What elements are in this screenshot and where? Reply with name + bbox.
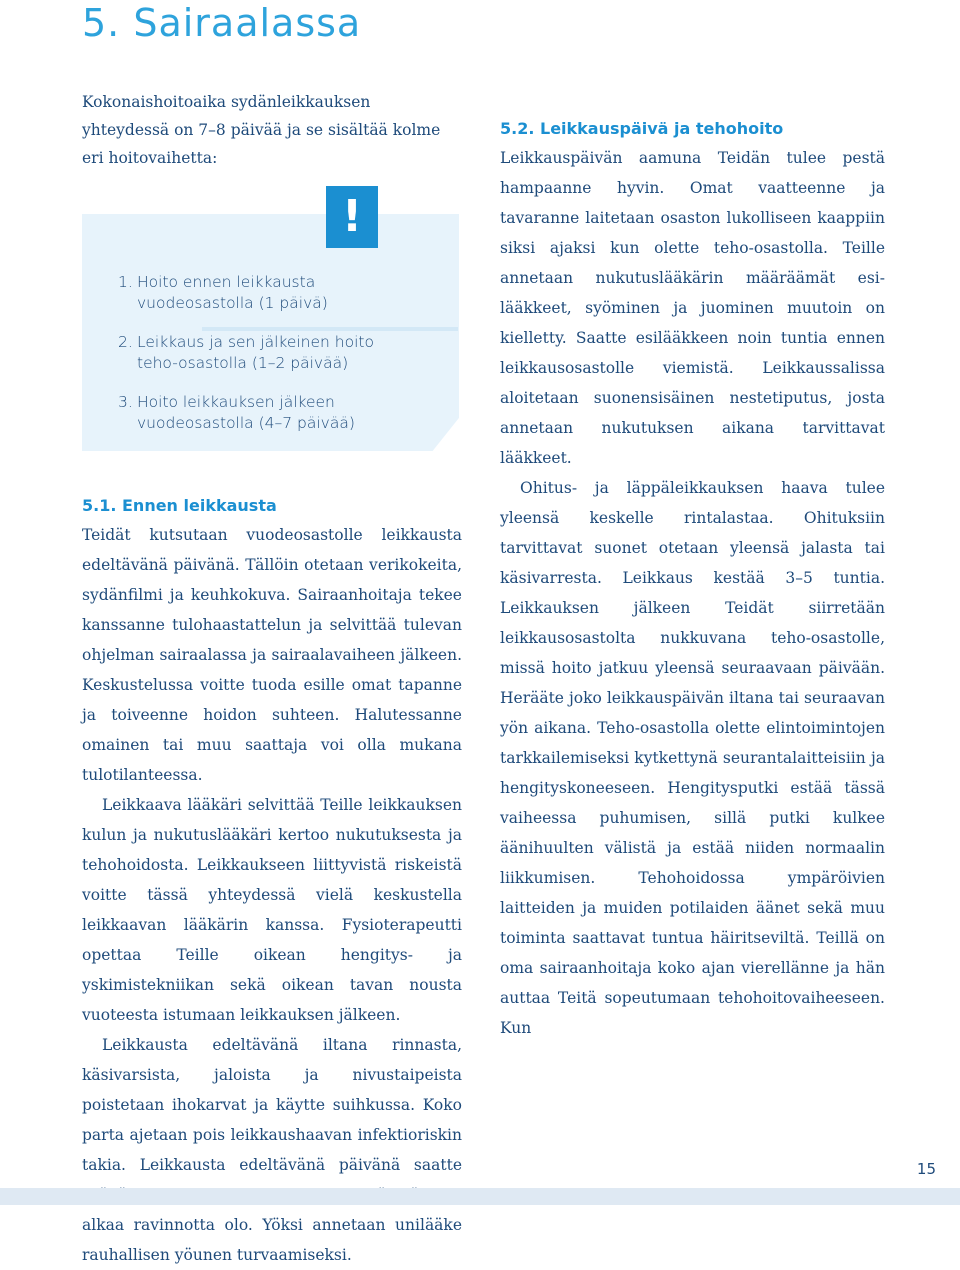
intro-text: Kokonaishoitoaika sydänleikkauksen yhteydessä on 7–8 päivää ja se sisältää kolme eri hoitovaihetta:	[82, 93, 441, 167]
phase-item	[118, 392, 374, 434]
phase-list	[118, 272, 374, 452]
page-title: 5. Sairaalassa	[82, 1, 362, 45]
right-column	[500, 88, 885, 1043]
phase-item	[118, 272, 374, 314]
paragraph-admission: Teidät kutsutaan vuodeosastolle leikkausta edeltävänä päivänä. Tällöin otetaan verikokeita, sydänfilmi ja keuhkokuva. Sairaanhoitaja tekee kanssanne tulohaastattelun ja selvittää tulevan ohjelman sairaalassa ja sairaalavaiheen jälkeen. Keskustelussa voitte tuoda esille omat tapanne ja toiveenne hoidon suhteen. Halutessanne omainen tai muu saattaja voi olla mukana tulotilanteessa.	[82, 526, 462, 784]
notice-box	[82, 186, 459, 451]
paragraph-doctors: Leikkaava lääkäri selvittää Teille leikkauksen kulun ja nukutuslääkäri kertoo nukutuksesta ja tehohoidosta. Leikkaukseen liittyvistä riskeistä voitte tässä yhteydessä vielä keskustella leikkaavan lääkärin kanssa. Fysioterapeutti opettaa Teille oikean hengitys- ja yskimistekniikan sekä oikean tavan nousta vuoteesta istumaan leikkauksen jälkeen.	[82, 796, 462, 1024]
phase-text: Leikkaus ja sen jälkeinen hoito teho-osastolla (1–2 päivää)	[137, 333, 374, 372]
exclamation-icon: !	[326, 186, 378, 248]
paragraph-intensive-care: Ohitus- ja läppäleikkauksen haava tulee yleensä keskelle rintalastaa. Ohituksiin tarvittavat suonet otetaan yleensä jalasta tai käsivarresta. Leikkaus kestää 3–5 tuntia. Leikkauksen jälkeen Teidät siirretään leikkausosastolta nukkuvana teho-osastolle, missä hoito jatkuu yleensä seuraavaan päivään. Herääte joko leikkauspäivän iltana tai seuraavan yön aikana. Teho-osastolla olette elintoimintojen tarkkailemiseksi kytkettynä seurantalaitteisiin ja hengityskoneeseen. Hengitysputki estää tässä vaiheessa puhumisen, sillä putki kulkee äänihuulten välistä ja estää niiden normaalin liikkumisen. Tehohoidossa ympäröivien laitteiden ja muiden potilaiden äänet sekä muu toiminta saattavat tuntua häiritseviltä. Teillä on oma sairaanhoitaja koko ajan vierellänne ja hän auttaa Teitä sopeutumaan tehohoitovaiheeseen. Kun	[500, 479, 885, 1037]
paragraph-evening-before: Leikkausta edeltävänä iltana rinnasta, käsivarsista, jaloista ja nivustaipeista poistetaan ihokarvat ja käytte suihkussa. Koko parta ajetaan pois leikkaushaavan infektioriskin takia. Leikkausta edeltävänä päivänä saatte alkaa ravinnotta olo. Yöksi annetaan unilääke rauhallisen yöunen turvaamiseksi.	[82, 1036, 462, 1264]
phase-text: Hoito leikkauksen jälkeen vuodeosastolla (4–7 päivää)	[137, 393, 355, 432]
section-heading-before-surgery: 5.1. Ennen leikkausta	[82, 496, 277, 515]
section-heading-surgery-day: 5.2. Leikkauspäivä ja tehohoito	[500, 119, 784, 138]
phase-number: 1.	[118, 273, 133, 291]
page-number: 15	[916, 1160, 936, 1178]
phase-item	[118, 332, 374, 374]
phase-number: 2.	[118, 333, 133, 351]
paragraph-surgery-morning: Leikkauspäivän aamuna Teidän tulee pestä hampaanne hyvin. Omat vaatteenne ja tavaranne laitetaan osaston lukolliseen kaappiin siksi ajaksi kun olette teho-osastolla. Teille annetaan nukutuslääkärin määräämät esi-lääkkeet, syöminen ja juominen muutoin on kielletty. Saatte esilääkkeen noin tuntia ennen leikkausosastolle viemistä. Leikkaussalissa aloitetaan suonensisäinen nestetiputus, josta annetaan nukutuksen aikana tarvittavat lääkkeet.	[500, 149, 885, 467]
phase-text: Hoito ennen leikkausta vuodeosastolla (1 päivä)	[137, 273, 328, 312]
left-column	[82, 88, 462, 1270]
bottom-bar	[0, 1188, 960, 1205]
phase-number: 3.	[118, 393, 133, 411]
